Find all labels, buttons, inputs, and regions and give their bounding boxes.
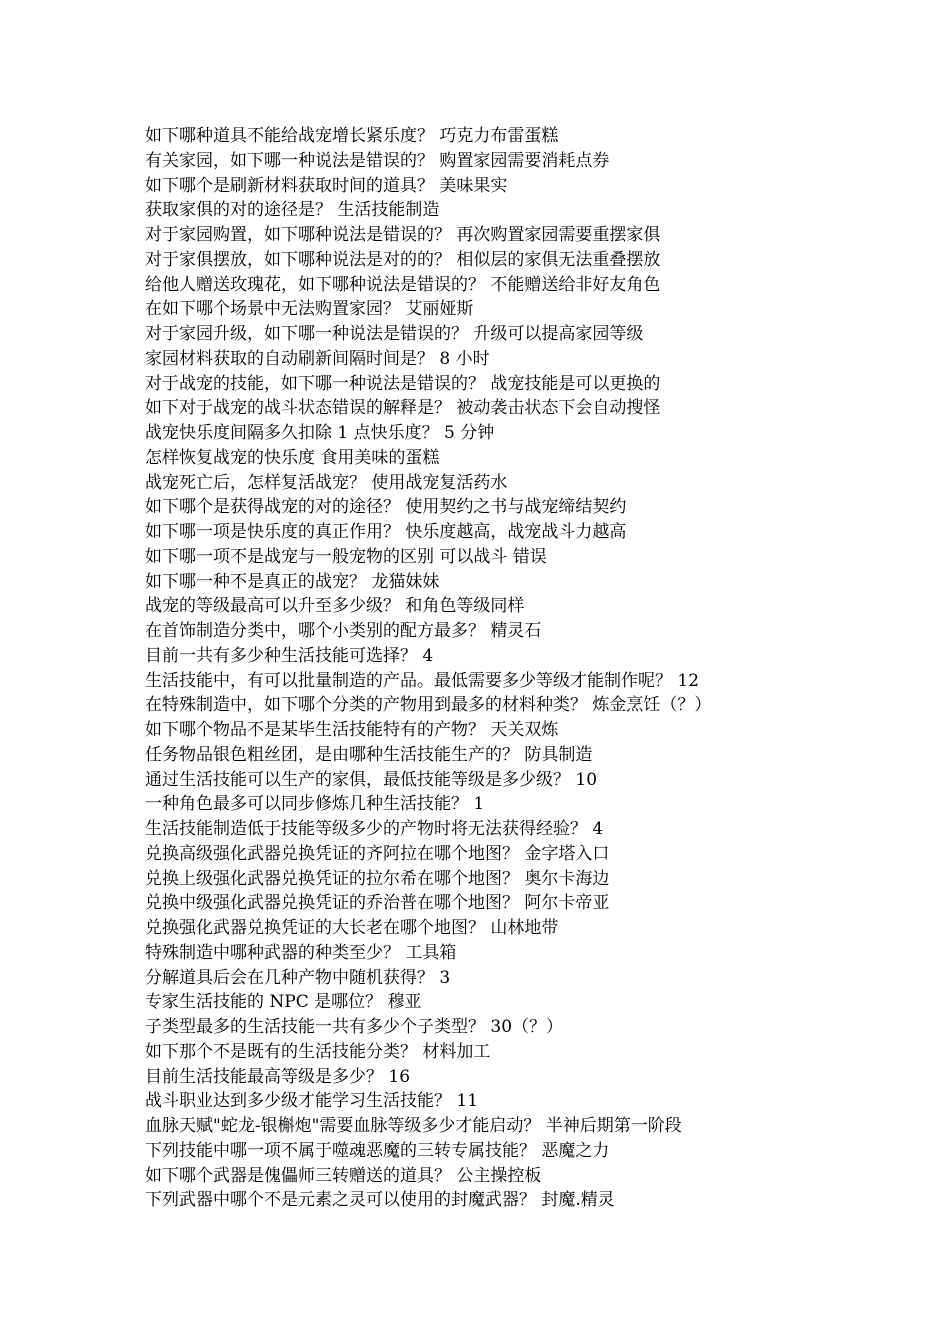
qa-line: 分解道具后会在几种产物中随机获得？ 3 [145,967,451,988]
qa-line: 特殊制造中哪种武器的种类至少？ 工具箱 [145,942,457,963]
qa-line: 对于家俱摆放，如下哪种说法是对的的？ 相似层的家俱无法重叠摆放 [145,249,661,270]
qa-line: 在如下哪个场景中无法购置家园？ 艾丽娅斯 [145,299,474,320]
qa-line: 如下哪一项不是战宠与一般宠物的区别 可以战斗 错误 [145,546,547,567]
qa-line: 目前一共有多少种生活技能可选择？ 4 [145,645,434,666]
qa-line: 通过生活技能可以生产的家俱，最低技能等级是多少级？ 10 [145,769,598,790]
qa-line: 如下哪个物品不是某毕生活技能特有的产物？ 天关双炼 [145,720,559,740]
qa-line: 在特殊制造中，如下哪个分类的产物用到最多的材料种类？ 炼金烹饪（？） [145,695,712,716]
qa-line: 对于战宠的技能，如下哪一种说法是错误的？ 战宠技能是可以更换的 [145,373,661,394]
qa-line: 任务物品银色粗丝团，是由哪种生活技能生产的？ 防具制造 [145,744,593,765]
qa-line: 给他人赠送玫瑰花，如下哪种说法是错误的？ 不能赠送给非好友角色 [145,274,661,295]
qa-line: 下列技能中哪一项不属于噬魂恶魔的三转专属技能？ 恶魔之力 [145,1140,610,1161]
qa-line: 下列武器中哪个不是元素之灵可以使用的封魔武器？ 封魔.精灵 [145,1190,615,1211]
qa-line: 战宠死亡后，怎样复活战宠？ 使用战宠复活药水 [145,472,508,493]
qa-line: 如下对于战宠的战斗状态错误的解释是？ 被动袭击状态下会自动搜怪 [145,398,661,419]
qa-line: 如下哪种道具不能给战宠增长紧乐度？ 巧克力布雷蛋糕 [145,126,559,146]
qa-line: 在首饰制造分类中，哪个小类别的配方最多？ 精灵石 [145,621,542,641]
qa-line: 如下哪一项是快乐度的真正作用？ 快乐度越高，战宠战斗力越高 [145,522,627,542]
qa-line: 有关家园，如下哪一种说法是错误的？ 购置家园需要消耗点券 [145,150,610,171]
qa-line: 对于家园升级，如下哪一种说法是错误的？ 升级可以提高家园等级 [145,324,644,344]
qa-line: 战斗职业达到多少级才能学习生活技能？ 11 [145,1091,479,1112]
qa-line: 兑换高级强化武器兑换凭证的齐阿拉在哪个地图？ 金字塔入口 [145,843,610,864]
qa-line: 获取家俱的对的途径是？ 生活技能制造 [145,200,440,221]
qa-line: 如下哪个武器是傀儡师三转赠送的道具？ 公主操控板 [145,1165,542,1186]
qa-line: 生活技能中，有可以批量制造的产品。最低需要多少等级才能制作呢？ 12 [145,670,700,691]
qa-line: 目前生活技能最高等级是多少？ 16 [145,1066,411,1087]
qa-line: 专家生活技能的 NPC 是哪位？ 穆亚 [145,992,422,1013]
qa-line: 血脉天赋"蛇龙-银槲炮"需要血脉等级多少才能启动？ 半神后期第一阶段 [145,1116,682,1136]
qa-line: 如下哪一种不是真正的战宠？ 龙猫妹妹 [145,571,440,592]
qa-line: 兑换上级强化武器兑换凭证的拉尔希在哪个地图？ 奥尔卡海边 [145,868,610,889]
qa-line: 如下哪个是获得战宠的对的途径？ 使用契约之书与战宠缔结契约 [145,497,627,518]
qa-line: 生活技能制造低于技能等级多少的产物时将无法获得经验？ 4 [145,819,604,839]
qa-line: 子类型最多的生活技能一共有多少个子类型？ 30（？） [145,1017,564,1037]
qa-line: 一种角色最多可以同步修炼几种生活技能？ 1 [145,794,485,815]
qa-list [145,124,935,1213]
qa-line: 如下那个不是既有的生活技能分类？ 材料加工 [145,1041,491,1062]
qa-line: 对于家园购置，如下哪种说法是错误的？ 再次购置家园需要重摆家俱 [145,225,661,245]
qa-line: 怎样恢复战宠的快乐度 食用美味的蛋糕 [145,447,440,468]
qa-line: 兑换强化武器兑换凭证的大长老在哪个地图？ 山林地带 [145,918,559,938]
qa-line: 战宠的等级最高可以升至多少级？ 和角色等级同样 [145,596,525,617]
qa-line: 如下哪个是刷新材料获取时间的道具？ 美味果实 [145,175,508,196]
qa-line: 兑换中级强化武器兑换凭证的乔治普在哪个地图？ 阿尔卡帝亚 [145,893,610,914]
qa-line: 家园材料获取的自动刷新间隔时间是？ 8 小时 [145,348,490,369]
qa-line: 战宠快乐度间隔多久扣除 1 点快乐度？ 5 分钟 [145,423,495,443]
